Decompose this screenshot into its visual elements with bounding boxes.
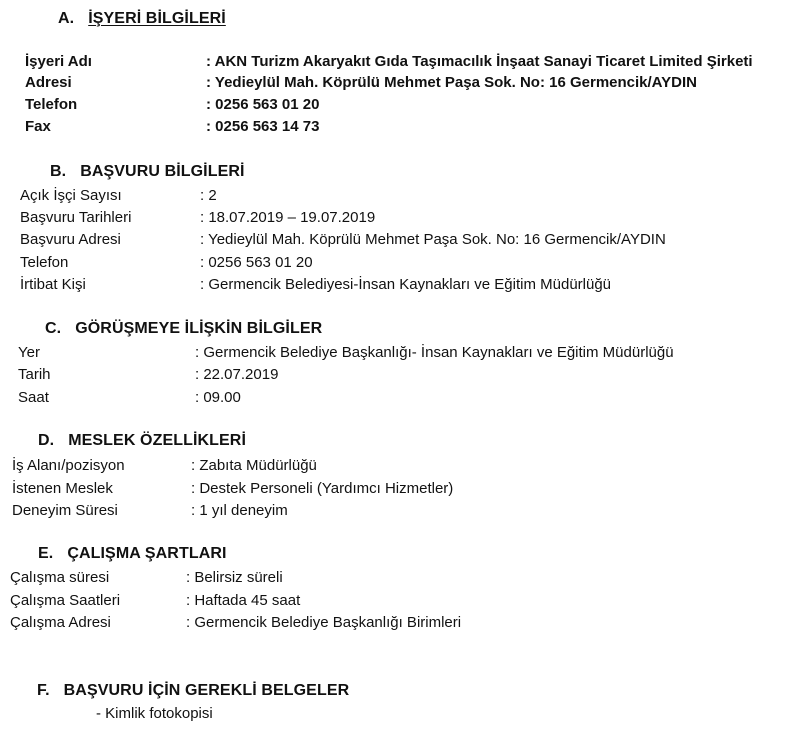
label-saat: Saat [18, 389, 49, 406]
value-isyeri-adi: : AKN Turizm Akaryakıt Gıda Taşımacılık İnşaat Sanayi Ticaret Limited Şirketi [206, 53, 753, 70]
value-deneyim-suresi: : 1 yıl deneyim [191, 502, 288, 519]
value-irtibat-kisi: : Germencik Belediyesi-İnsan Kaynakları ve Eğitim Müdürlüğü [200, 276, 612, 293]
value-calisma-adresi: : Germencik Belediye Başkanlığı Birimleri [186, 614, 462, 631]
label-telefon-b: Telefon [20, 254, 69, 271]
value-yer: : Germencik Belediye Başkanlığı- İnsan Kaynakları ve Eğitim Müdürlüğü [195, 344, 674, 361]
label-deneyim-suresi: Deneyim Süresi [12, 502, 118, 519]
value-acik-isci-sayisi: : 2 [200, 187, 217, 204]
section-f-title: BAŞVURU İÇİN GEREKLİ BELGELER [63, 682, 350, 699]
value-tarih: : 22.07.2019 [195, 366, 279, 383]
label-fax: Fax [25, 118, 51, 135]
section-d-heading [38, 432, 246, 450]
label-basvuru-tarihleri: Başvuru Tarihleri [20, 209, 132, 226]
value-calisma-suresi: : Belirsiz süreli [186, 569, 283, 586]
section-d-letter: D. [38, 432, 55, 449]
section-a-title: İŞYERİ BİLGİLERİ [88, 10, 226, 27]
value-adresi: : Yedieylül Mah. Köprülü Mehmet Paşa Sok. No: 16 Germencik/AYDIN [206, 74, 697, 91]
section-e-title: ÇALIŞMA ŞARTLARI [67, 545, 227, 562]
section-e-letter: E. [38, 545, 54, 562]
section-f-heading [37, 682, 349, 700]
label-is-alani: İş Alanı/pozisyon [12, 457, 125, 474]
value-telefon-a: : 0256 563 01 20 [206, 96, 320, 113]
section-b-title: BAŞVURU BİLGİLERİ [80, 163, 245, 180]
value-basvuru-tarihleri: : 18.07.2019 – 19.07.2019 [200, 209, 376, 226]
section-a-heading [58, 10, 226, 28]
section-e-heading [38, 545, 227, 563]
label-calisma-suresi: Çalışma süresi [10, 569, 110, 586]
value-fax: : 0256 563 14 73 [206, 118, 320, 135]
section-c-heading [45, 320, 322, 338]
section-c-title: GÖRÜŞMEYE İLİŞKİN BİLGİLER [75, 320, 323, 337]
label-acik-isci-sayisi: Açık İşçi Sayısı [20, 187, 122, 204]
label-isyeri-adi: İşyeri Adı [25, 53, 92, 70]
section-d-title: MESLEK ÖZELLİKLERİ [68, 432, 247, 449]
label-irtibat-kisi: İrtibat Kişi [20, 276, 86, 293]
value-telefon-b: : 0256 563 01 20 [200, 254, 313, 271]
value-is-alani: : Zabıta Müdürlüğü [191, 457, 317, 474]
section-b-letter: B. [50, 163, 67, 180]
section-c-letter: C. [45, 320, 62, 337]
label-calisma-adresi: Çalışma Adresi [10, 614, 111, 631]
section-a-letter: A. [58, 10, 75, 27]
section-f-letter: F. [37, 682, 50, 699]
value-calisma-saatleri: : Haftada 45 saat [186, 592, 301, 609]
label-yer: Yer [18, 344, 40, 361]
section-b-heading [50, 163, 245, 181]
label-basvuru-adresi: Başvuru Adresi [20, 231, 121, 248]
value-istenen-meslek: : Destek Personeli (Yardımcı Hizmetler) [191, 480, 454, 497]
list-item-kimlik-fotokopisi: - Kimlik fotokopisi [96, 705, 213, 722]
label-telefon-a: Telefon [25, 96, 78, 113]
label-calisma-saatleri: Çalışma Saatleri [10, 592, 121, 609]
value-saat: : 09.00 [195, 389, 241, 406]
label-istenen-meslek: İstenen Meslek [12, 480, 113, 497]
label-adresi: Adresi [25, 74, 72, 91]
label-tarih: Tarih [18, 366, 51, 383]
value-basvuru-adresi: : Yedieylül Mah. Köprülü Mehmet Paşa Sok. No: 16 Germencik/AYDIN [200, 231, 666, 248]
